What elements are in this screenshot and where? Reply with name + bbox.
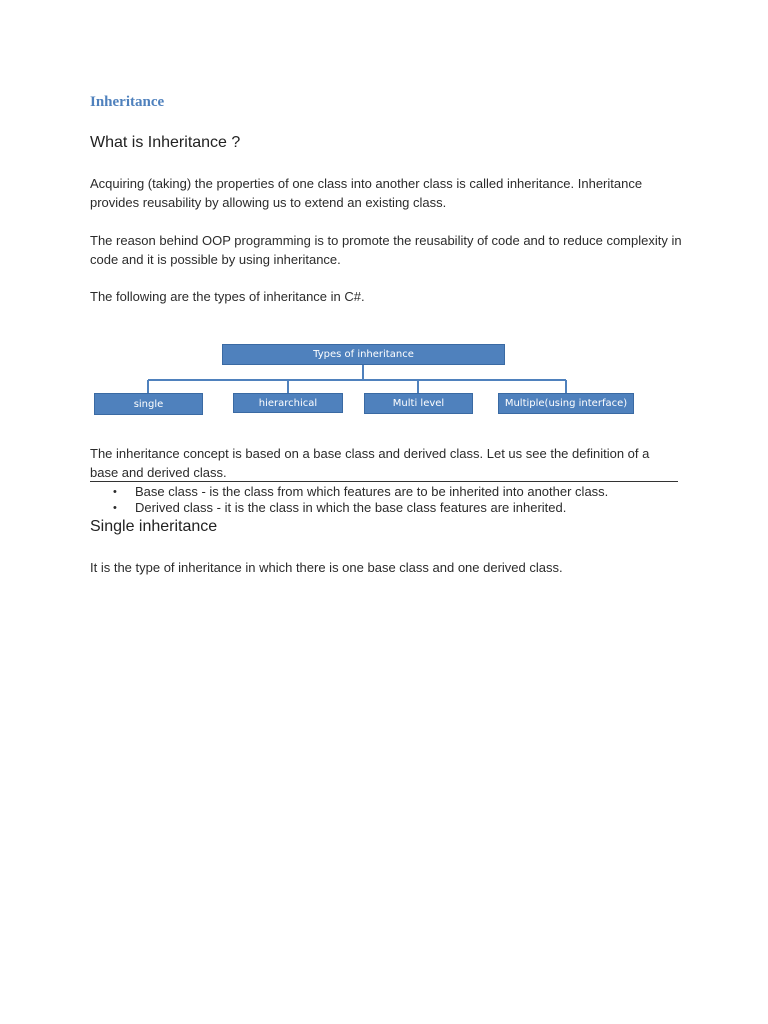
page-title: Inheritance: [90, 94, 165, 110]
paragraph-types-intro: The following are the types of inheritance in C#.: [90, 289, 365, 304]
paragraph-base-derived: The inheritance concept is based on a base class and derived class. Let us see the definition of a base and derived class.: [90, 446, 650, 480]
bullet-icon: •: [113, 502, 117, 514]
definition-derived-class: Derived class - it is the class in which the base class features are inherited.: [135, 500, 567, 515]
paragraph-reason: The reason behind OOP programming is to promote the reusability of code and to reduce complexity in code and it is possible by using inheritance.: [90, 233, 682, 267]
question-heading: What is Inheritance ?: [90, 134, 241, 151]
diagram-box-single: single: [94, 393, 203, 415]
diagram-box-multi-level: Multi level: [364, 393, 473, 414]
diagram-root-box: Types of inheritance: [222, 344, 505, 365]
horizontal-rule: [90, 481, 678, 482]
definition-base-class: Base class - is the class from which features are to be inherited into another class.: [135, 484, 609, 499]
definitions-list: [90, 484, 608, 516]
list-item: [90, 484, 608, 500]
single-inheritance-heading: Single inheritance: [90, 518, 218, 535]
bullet-icon: •: [113, 486, 117, 498]
diagram-box-hierarchical: hierarchical: [233, 393, 343, 413]
paragraph-definition: Acquiring (taking) the properties of one class into another class is called inheritance. Inheritance provides reusability by allowing us to extend an existing class.: [90, 176, 643, 210]
diagram-box-multiple: Multiple(using interface): [498, 393, 634, 414]
list-item: [90, 500, 608, 516]
paragraph-single-inheritance: It is the type of inheritance in which there is one base class and one derived class.: [90, 560, 563, 575]
